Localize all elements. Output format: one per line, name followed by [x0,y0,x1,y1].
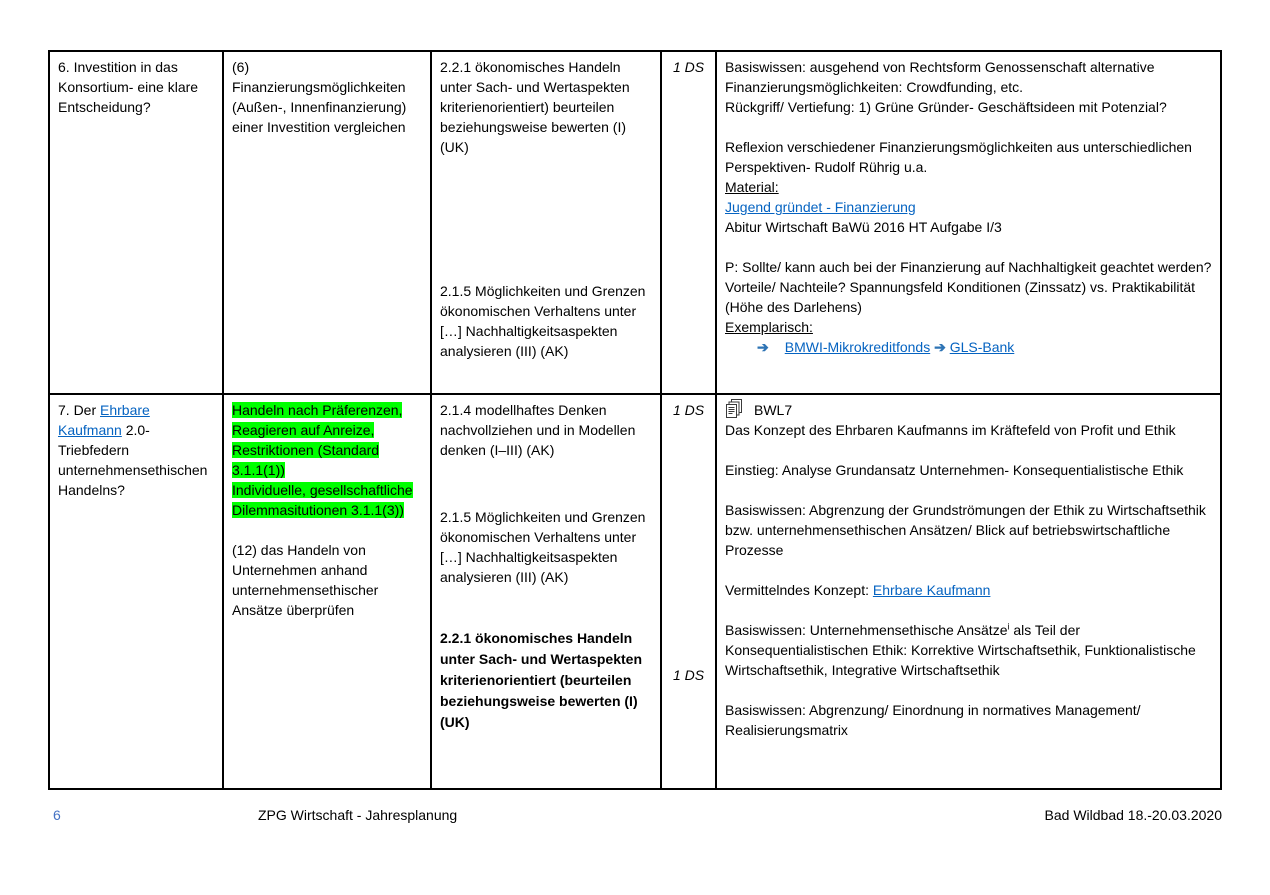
cell-duration-7 [662,395,717,788]
endnote-marker: i [1007,621,1010,632]
footer-document-title: ZPG Wirtschaft - Jahresplanung [258,807,458,823]
cell-competencies-7 [432,395,662,788]
cell-content-7 [717,395,1220,788]
topic-text: 6. Investition in das Konsortium- eine klare Entscheidung? [58,59,199,115]
cell-topic-6 [50,52,224,395]
material-label: Material: [725,179,779,195]
footer-page-number: 6 [53,807,61,823]
reference-line [725,399,1212,420]
competency-paragraph: 2.1.5 Möglichkeiten und Grenzen ökonomischen Verhaltens unter […] Nachhaltigkeitsaspekten analysieren (III) (AK) [440,509,646,585]
content-paragraph: P: Sollte/ kann auch bei der Finanzierung auf Nachhaltigkeit geachtet werden? Vorteile/ Nachteile? Spannungsfeld Konditionen (Zinssatz) vs. Praktikabilität (Höhe des Darlehens) [725,259,1212,315]
content-paragraph: Einstieg: Analyse Grundansatz Unternehmen- Konsequentialistische Ethik [725,462,1184,478]
exemplary-links [725,337,1212,357]
duration-badge: 1 DS [672,402,705,418]
standards-text: (12) das Handeln von Unternehmen anhand unternehmensethischer Ansätze überprüfen [232,542,379,618]
duration-badge: 1 DS [672,59,705,75]
standards-highlighted: Handeln nach Präferenzen, Reagieren auf Anreize, Restriktionen (Standard 3.1.1(1)) [232,402,403,478]
competency-paragraph-bold: 2.2.1 ökonomisches Handeln unter Sach- und Wertaspekten kriterienorientiert (beurteilen beziehungsweise bewerten (I) (UK) [440,630,643,730]
content-paragraph: Basiswissen: ausgehend von Rechtsform Genossenschaft alternative Finanzierungsmöglichkeiten: Crowdfunding, etc. [725,59,1155,95]
link-ehrbare-kaufmann-concept[interactable]: Ehrbare Kaufmann [872,582,991,598]
content-paragraph: Das Konzept des Ehrbaren Kaufmanns im Kräftefeld von Profit und Ethik [725,422,1176,438]
standards-highlighted: Individuelle, gesellschaftliche Dilemmasitutionen 3.1.1(3)) [232,482,413,518]
footer-event-info: Bad Wildbad 18.-20.03.2020 [1044,807,1222,823]
standards-text: (6) Finanzierungsmöglichkeiten (Außen-, Innenfinanzierung) einer Investition vergleichen [232,59,407,135]
content-paragraph: Reflexion verschiedener Finanzierungsmöglichkeiten aus unterschiedlichen Perspektiven- Rudolf Rührig u.a. [725,139,1192,175]
lesson-plan-table [48,50,1222,790]
content-paragraph: Rückgriff/ Vertiefung: 1) Grüne Gründer- Geschäftsideen mit Potenzial? [725,99,1167,115]
content-paragraph: Abitur Wirtschaft BaWü 2016 HT Aufgabe I/3 [725,219,1002,235]
cell-duration-6 [662,52,717,395]
competency-paragraph: 2.1.5 Möglichkeiten und Grenzen ökonomischen Verhaltens unter […] Nachhaltigkeitsaspekten analysieren (III) (AK) [440,283,646,359]
link-jugend-gruendet[interactable]: Jugend gründet - Finanzierung [725,199,916,215]
competency-paragraph: 2.2.1 ökonomisches Handeln unter Sach- und Wertaspekten kriterienorientiert) beurteilen beziehungsweise bewerten (I) (UK) [440,59,630,155]
content-paragraph: Basiswissen: Abgrenzung/ Einordnung in normatives Management/ Realisierungsmatrix [725,702,1141,738]
cell-standards-7 [224,395,432,788]
cell-standards-6 [224,52,432,395]
competency-paragraph: 2.1.4 modellhaftes Denken nachvollziehen und in Modellen denken (I–III) (AK) [440,402,636,458]
link-bmwi-mikrokreditfonds[interactable]: BMWI-Mikrokreditfonds [784,339,931,355]
reference-label: BWL7 [754,402,793,418]
arrow-bullet-icon: ➔ [757,339,769,355]
link-gls-bank[interactable]: GLS-Bank [949,339,1015,355]
topic-text: 7. Der Ehrbare Kaufmann 2.0- Triebfedern unternehmensethischen Handelns? [58,402,208,498]
cell-topic-7 [50,395,224,788]
content-paragraph: Basiswissen: Unternehmensethische Ansätze$^i$ als Teil der Konsequentialistischen Ethik: Korrektive Wirtschaftsethik, Funktionalistische Wirtschaftsethik, Integrative Wirtschaftsethik [725,621,1196,678]
arrow-icon: ➔ [934,339,946,355]
document-stack-icon [725,399,745,419]
content-paragraph: Vermittelndes Konzept: Ehrbare Kaufmann [725,582,991,598]
cell-competencies-6 [432,52,662,395]
exemplary-label: Exemplarisch: [725,319,813,335]
content-paragraph: Basiswissen: Abgrenzung der Grundströmungen der Ethik zu Wirtschaftsethik bzw. unternehmensethischen Ansätzen/ Blick auf betriebswirtschaftliche Prozesse [725,502,1206,558]
link-ehrbare-kaufmann-topic[interactable]: Ehrbare Kaufmann [58,402,150,438]
material-links [725,197,1212,217]
cell-content-6 [717,52,1220,395]
duration-badge: 1 DS [672,667,705,683]
